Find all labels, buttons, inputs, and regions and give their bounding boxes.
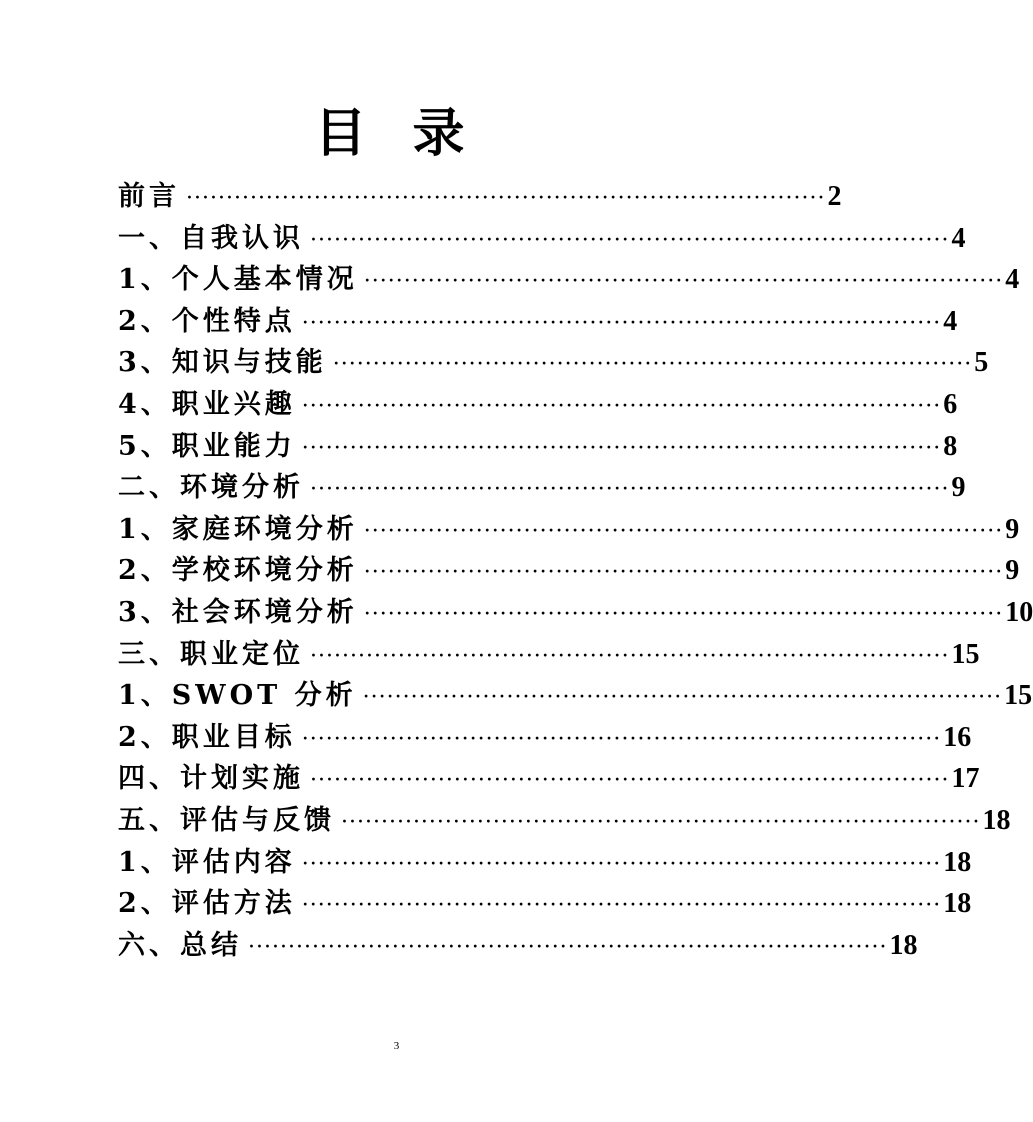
toc-dot-leader: ················································································	[310, 227, 950, 253]
toc-entry[interactable]	[118, 218, 966, 260]
toc-dot-leader: ················································································	[310, 643, 950, 669]
toc-entry-page: 2	[827, 181, 842, 212]
toc-entry-label: 2、学校环境分析	[118, 555, 358, 587]
toc-dot-leader: ················································································	[301, 435, 942, 461]
toc-entry-page: 18	[943, 888, 972, 920]
toc-entry-label: 前言	[118, 181, 180, 212]
toc-entry-page: 4	[943, 305, 958, 337]
toc-dot-leader: ················································································	[301, 393, 942, 419]
toc-entry-label: 1、家庭环境分析	[118, 513, 358, 545]
toc-entry-page: 9	[951, 472, 966, 504]
toc-entry[interactable]	[118, 301, 958, 343]
toc-entry-page: 18	[982, 804, 1011, 836]
toc-entry-label: 3、知识与技能	[118, 347, 327, 379]
toc-dot-leader: ················································································	[341, 809, 981, 835]
toc-entry-page: 15	[1004, 680, 1033, 712]
toc-entry-label: 1、评估内容	[118, 846, 296, 878]
toc-dot-leader: ················································································	[363, 518, 1004, 544]
toc-entry-page: 17	[951, 763, 980, 795]
toc-entry-label: 一、自我认识	[118, 222, 304, 254]
toc-entry[interactable]	[118, 592, 1033, 634]
toc-entry[interactable]	[118, 384, 958, 426]
toc-entry[interactable]	[118, 259, 1020, 301]
toc-entry-page: 4	[951, 222, 966, 254]
toc-dot-leader: ················································································	[363, 560, 1004, 586]
toc-entry-page: 18	[889, 929, 918, 961]
toc-entry-label: 2、评估方法	[118, 888, 296, 920]
toc-entry-label: 2、个性特点	[118, 305, 296, 337]
toc-entry-label: 5、职业能力	[118, 430, 296, 462]
toc-entry-page: 16	[943, 721, 972, 753]
toc-entry[interactable]	[118, 342, 989, 384]
toc-entry-page: 8	[943, 430, 958, 462]
toc-entry[interactable]	[118, 758, 980, 800]
toc-entry[interactable]	[118, 717, 972, 759]
toc-dot-leader: ················································································	[301, 310, 942, 336]
toc-entry-page: 15	[951, 638, 980, 670]
toc-dot-leader: ················································································	[362, 685, 1003, 711]
toc-entry-page: 6	[943, 388, 958, 420]
toc-entry-page: 18	[943, 846, 972, 878]
toc-entry-label: 五、评估与反馈	[118, 804, 335, 836]
toc-entry-label: 3、社会环境分析	[118, 596, 358, 628]
toc-dot-leader: ················································································	[301, 726, 942, 752]
toc-entry-page: 10	[1005, 596, 1033, 628]
toc-entry-page: 9	[1005, 555, 1020, 587]
toc-entry-label: 三、职业定位	[118, 638, 304, 670]
toc-dot-leader: ················································································	[310, 768, 950, 794]
toc-entry[interactable]	[118, 883, 972, 925]
toc-entry[interactable]	[118, 426, 958, 468]
toc-entry-label: 1、个人基本情况	[118, 264, 358, 296]
toc-entry-label: 二、环境分析	[118, 472, 304, 504]
toc-entry[interactable]	[118, 176, 842, 218]
toc-entry-label: 四、计划实施	[118, 763, 304, 795]
table-of-contents	[118, 176, 1033, 966]
toc-entry[interactable]	[118, 550, 1020, 592]
page-number: 3	[393, 1040, 400, 1052]
toc-entry[interactable]	[118, 800, 1011, 842]
toc-entry-label: 六、总结	[118, 929, 242, 961]
toc-entry[interactable]	[118, 675, 1033, 717]
toc-entry-label: 4、职业兴趣	[118, 388, 296, 420]
toc-dot-leader: ················································································	[363, 601, 1004, 627]
toc-entry[interactable]	[118, 842, 972, 884]
toc-entry[interactable]	[118, 509, 1020, 551]
toc-dot-leader: ················································································	[248, 934, 888, 960]
page-title: 目 录	[314, 103, 479, 164]
toc-entry-page: 5	[974, 347, 989, 379]
toc-entry[interactable]	[118, 467, 966, 509]
toc-dot-leader: ················································································	[301, 851, 942, 877]
toc-entry[interactable]	[118, 634, 980, 676]
toc-dot-leader: ················································································	[332, 352, 973, 378]
toc-dot-leader: ················································································	[301, 893, 942, 919]
toc-entry-label: 2、职业目标	[118, 721, 296, 753]
toc-entry[interactable]	[118, 925, 918, 967]
toc-dot-leader: ················································································	[310, 477, 950, 503]
toc-entry-label: 1、SWOT 分析	[118, 680, 357, 712]
toc-entry-page: 9	[1005, 513, 1020, 545]
toc-dot-leader: ················································································	[363, 269, 1004, 295]
toc-dot-leader: ················································································	[186, 186, 826, 211]
toc-entry-page: 4	[1005, 264, 1020, 296]
